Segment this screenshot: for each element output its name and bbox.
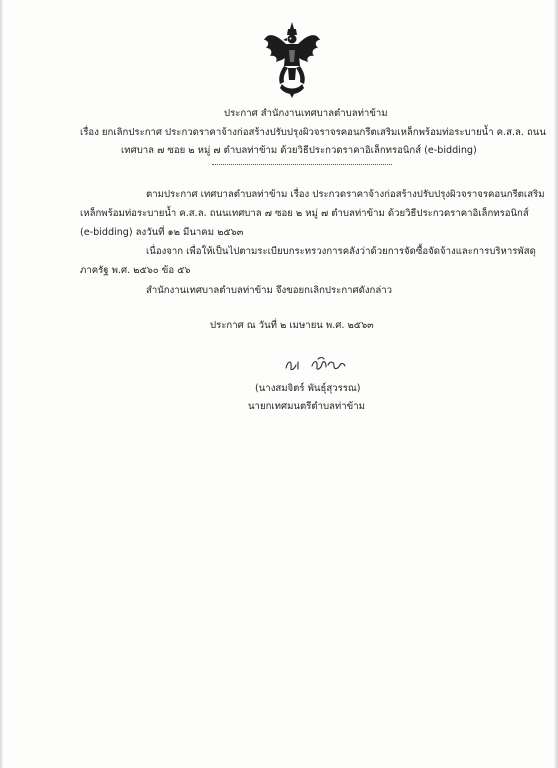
handwritten-signature	[282, 356, 348, 374]
signer-position: นายกเทศมนตรีตำบลท่าข้าม	[248, 401, 365, 412]
subject-line-2: เทศบาล ๗ ซอย ๒ หมู่ ๗ ตำบลท่าข้าม ด้วยวิธีประกวดราคาอิเล็กทรอนิกส์ (e-bidding)	[121, 145, 477, 156]
garuda-emblem	[262, 20, 322, 98]
paragraph-2-line-2: ภาครัฐ พ.ศ. ๒๕๖๐ ข้อ ๕๖	[80, 265, 191, 276]
paragraph-1-line-3: (e-bidding) ลงวันที่ ๑๒ มีนาคม ๒๕๖๓	[80, 227, 244, 238]
scan-edge-left	[0, 0, 3, 768]
dotted-separator	[212, 164, 392, 165]
paragraph-1-line-1: ตามประกาศ เทศบาลตำบลท่าข้าม เรื่อง ประกวดราคาจ้างก่อสร้างปรับปรุงผิวจราจรคอนกรีตเสริม	[146, 189, 545, 200]
subject-line-1: เรื่อง ยกเลิกประกาศ ประกวดราคาจ้างก่อสร้างปรับปรุงผิวจราจรคอนกรีตเสริมเหล็กพร้อมท่อระบายน้ำ ค.ส.ล. ถนน	[80, 127, 546, 138]
scan-edge-right	[554, 0, 558, 768]
paragraph-3: สำนักงานเทศบาลตำบลท่าข้าม จึงขอยกเลิกประกาศดังกล่าว	[146, 285, 392, 296]
announcement-title: ประกาศ สำนักงานเทศบาลตำบลท่าข้าม	[224, 108, 388, 119]
paragraph-1-line-2: เหล็กพร้อมท่อระบายน้ำ ค.ส.ล. ถนนเทศบาล ๗ ซอย ๒ หมู่ ๗ ตำบลท่าข้าม ด้วยวิธีประกวดราคาอิเล็กทรอนิกส์	[80, 208, 529, 219]
date-line: ประกาศ ณ วันที่ ๒ เมษายน พ.ศ. ๒๕๖๓	[210, 320, 374, 331]
signer-name: (นางสมจิตร์ พันธุ์สุวรรณ)	[255, 383, 361, 394]
paragraph-2-line-1: เนื่องจาก เพื่อให้เป็นไปตามระเบียบกระทรวงการคลังว่าด้วยการจัดซื้อจัดจ้างและการบริหารพัสดุ	[146, 246, 536, 257]
